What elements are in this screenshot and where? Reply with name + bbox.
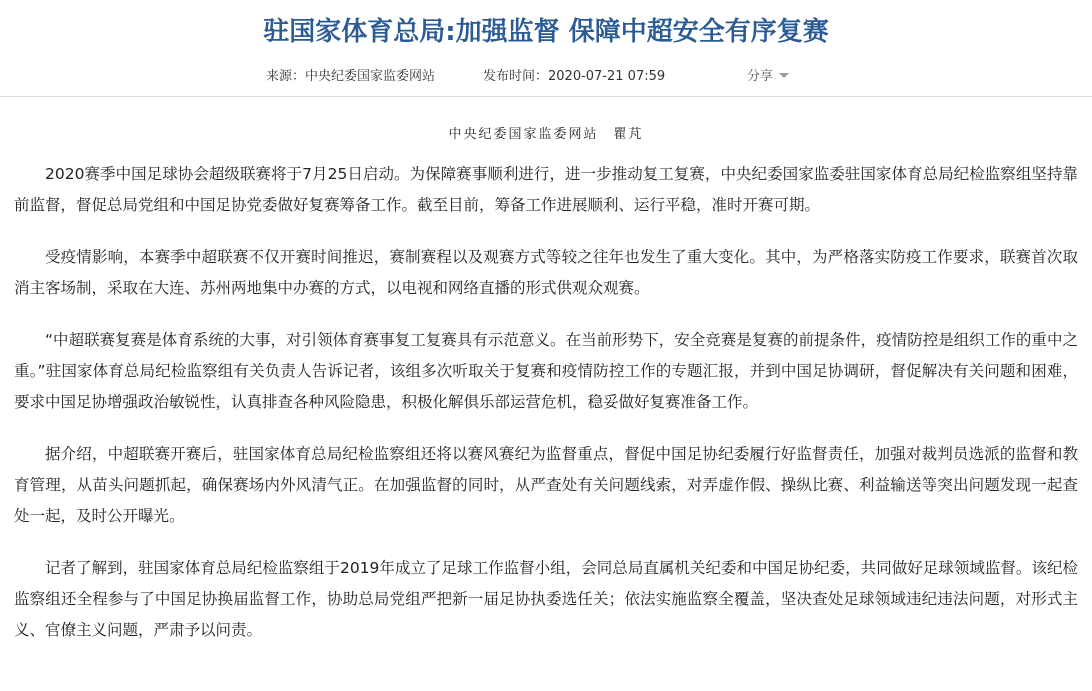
publish-time: 发布时间：2020-07-21 07:59 — [483, 69, 666, 84]
article-meta — [0, 52, 1092, 97]
article-body — [0, 159, 1092, 646]
article-title: 驻国家体育总局:加强监督 保障中超安全有序复赛 — [263, 17, 829, 47]
article-source: 来源：中央纪委国家监委网站 — [266, 69, 436, 84]
paragraph: 记者了解到，驻国家体育总局纪检监察组于2019年成立了足球工作监督小组，会同总局直属机关纪委和中国足协纪委，共同做好足球领域监督。该纪检监察组还全程参与了中国足协换届监督工作，协助总局党组严把新一届足协执委选任关；依法实施监察全覆盖，坚决查处足球领域违纪违法问题，对形式主义、官僚主义问题，严肃予以问责。 — [14, 559, 1078, 639]
paragraph: 2020赛季中国足球协会超级联赛将于7月25日启动。为保障赛事顺利进行，进一步推动复工复赛，中央纪委国家监委驻国家体育总局纪检监察组坚持靠前监督，督促总局党组和中国足协党委做好复赛筹备工作。截至目前，筹备工作进展顺利、运行平稳，准时开赛可期。 — [14, 165, 1078, 214]
byline: 中央纪委国家监委网站 瞿芃 — [448, 127, 644, 142]
paragraph: 受疫情影响，本赛季中超联赛不仅开赛时间推迟，赛制赛程以及观赛方式等较之往年也发生了重大变化。其中，为严格落实防疫工作要求，联赛首次取消主客场制，采取在大连、苏州两地集中办赛的方式，以电视和网络直播的形式供观众观赛。 — [14, 248, 1078, 297]
chevron-down-icon — [779, 73, 789, 78]
share-button[interactable] — [747, 65, 789, 84]
paragraph: 据介绍，中超联赛开赛后，驻国家体育总局纪检监察组还将以赛风赛纪为监督重点，督促中国足协纪委履行好监督责任，加强对裁判员选派的监督和教育管理，从苗头问题抓起，确保赛场内外风清气正。在加强监督的同时，从严查处有关问题线索，对弄虚作假、操纵比赛、利益输送等突出问题发现一起查处一起，及时公开曝光。 — [14, 445, 1078, 525]
paragraph: “中超联赛复赛是体育系统的大事，对引领体育赛事复工复赛具有示范意义。在当前形势下，安全竞赛是复赛的前提条件，疫情防控是组织工作的重中之重。”驻国家体育总局纪检监察组有关负责人告诉记者，该组多次听取关于复赛和疫情防控工作的专题汇报，并到中国足协调研，督促解决有关问题和困难，要求中国足协增强政治敏锐性，认真排查各种风险隐患，积极化解俱乐部运营危机，稳妥做好复赛准备工作。 — [14, 331, 1078, 411]
share-label: 分享 — [747, 69, 774, 84]
